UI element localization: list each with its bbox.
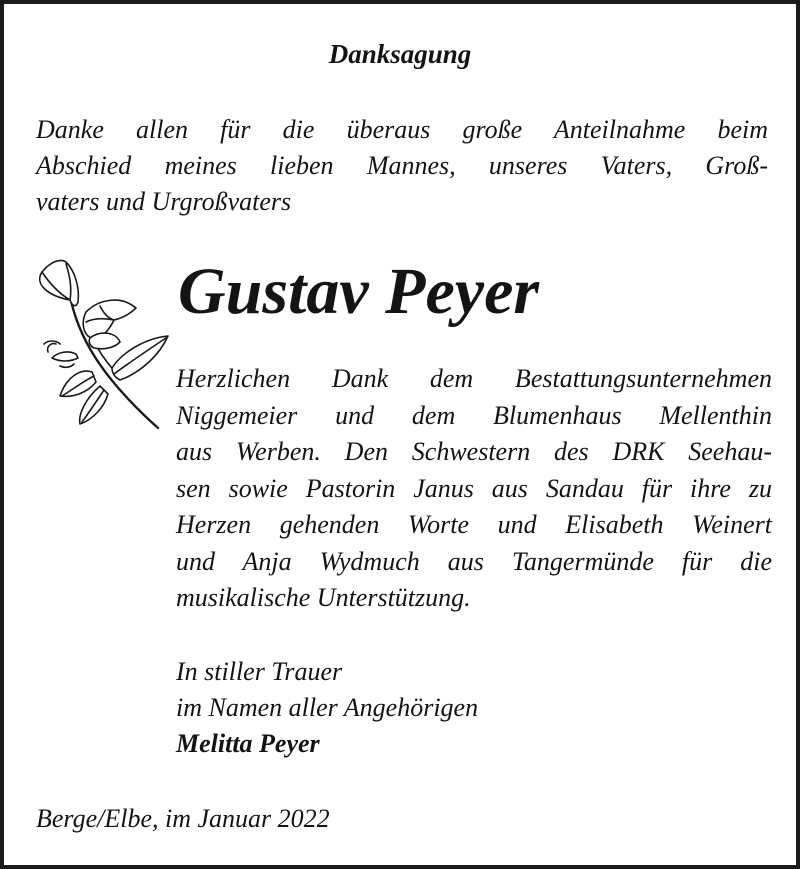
intro-line: Abschied meines lieben Mannes, unseres Vaters, Groß-: [36, 151, 768, 180]
signoff-line: im Namen aller Angehörigen: [176, 693, 479, 722]
thanks-line: Niggemeier und dem Blumenhaus Mellenthin: [176, 400, 772, 430]
thanks-line: sen sowie Pastorin Janus aus Sandau für ihre zu: [176, 473, 772, 503]
intro-line: Danke allen für die überaus große Anteilnahme beim: [36, 115, 768, 144]
thanks-line: und Anja Wydmuch aus Tangermünde für die: [176, 546, 772, 576]
thanks-line: aus Werben. Den Schwestern des DRK Seehau-: [176, 437, 772, 466]
signer-name: Melitta Peyer: [176, 729, 320, 758]
thanks-line: Herzlichen Dank dem Bestattungsunternehmen: [176, 364, 772, 393]
thanks-line: Herzen gehenden Worte und Elisabeth Weinert: [176, 510, 772, 539]
thanks-line: musikalische Unterstützung.: [176, 583, 471, 612]
deceased-name: Gustav Peyer: [178, 255, 540, 328]
intro-line: vaters und Urgroßvaters: [36, 187, 292, 216]
signoff-line: In stiller Trauer: [176, 657, 343, 686]
intro-text: [36, 112, 768, 220]
thanks-text: [176, 361, 772, 617]
place-date: Berge/Elbe, im Januar 2022: [36, 804, 330, 833]
signoff-block: [176, 654, 772, 762]
notice-title: Danksagung: [328, 39, 472, 69]
calla-lily-flower-icon: [30, 256, 172, 434]
